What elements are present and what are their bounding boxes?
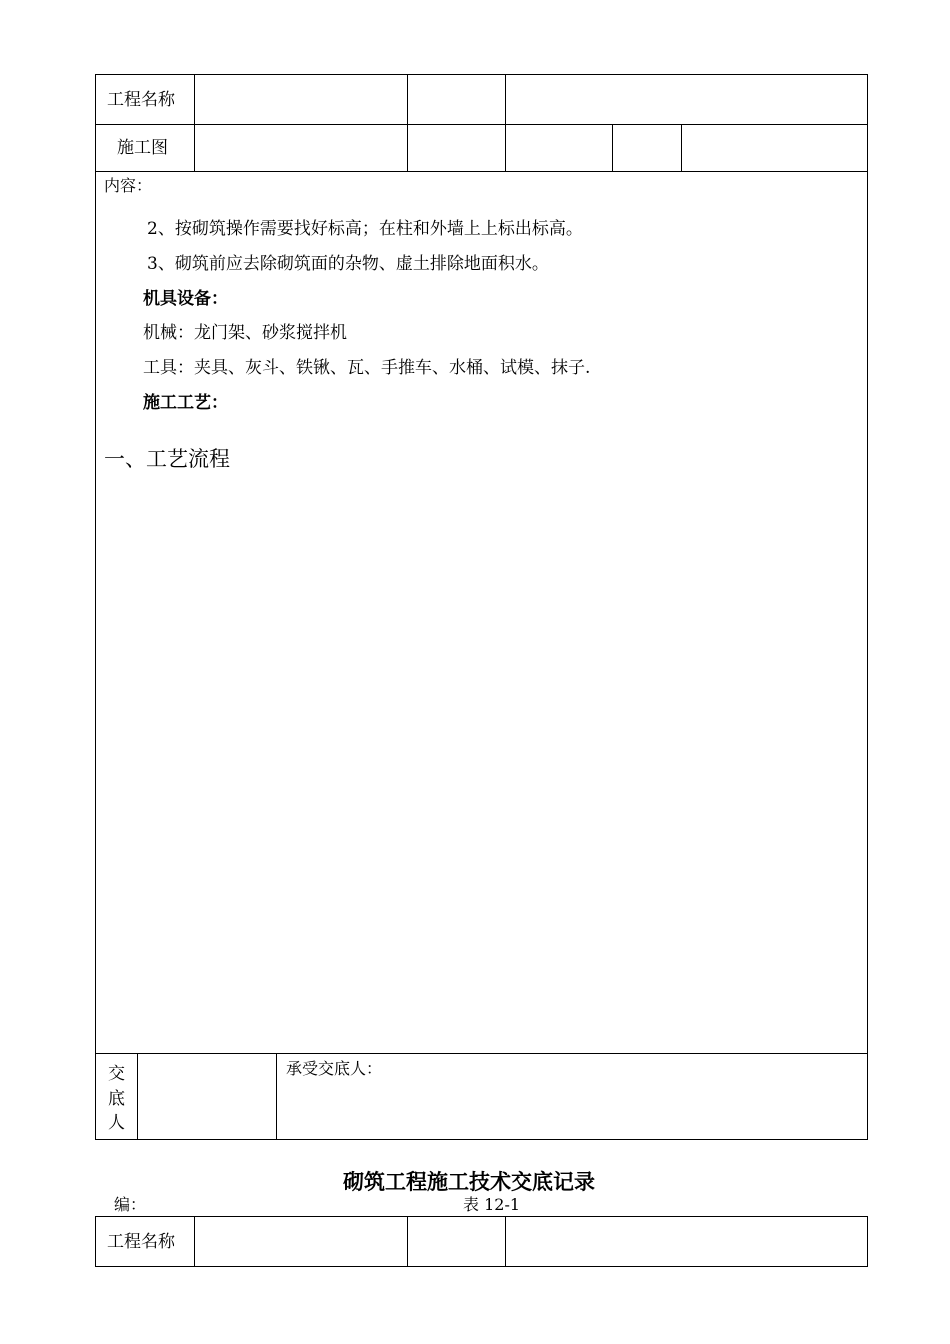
- col-divider: [137, 1053, 138, 1140]
- col-divider: [505, 74, 506, 172]
- table-border-right: [867, 74, 868, 1140]
- table-border-top: [95, 1216, 868, 1217]
- drawing-label: 施工图: [117, 138, 168, 158]
- col-divider: [612, 124, 613, 172]
- col-divider: [407, 1216, 408, 1267]
- tools-line: 工具：夹具、灰斗、铁锹、瓦、手推车、水桶、试模、抹子.: [143, 358, 591, 378]
- section-one-heading: 一、工艺流程: [104, 447, 230, 471]
- machinery-line: 机械：龙门架、砂浆搅拌机: [143, 323, 347, 343]
- content-line-3: 3、砌筑前应去除砌筑面的杂物、虚土排除地面积水。: [147, 254, 549, 274]
- handover-char-2: 底: [108, 1089, 125, 1109]
- col-divider: [276, 1053, 277, 1140]
- handover-char-1: 交: [108, 1064, 125, 1084]
- editor-label: 编：: [114, 1195, 147, 1214]
- col-divider: [194, 74, 195, 172]
- row-divider: [95, 171, 868, 172]
- receiver-label: 承受交底人：: [286, 1059, 383, 1078]
- table-border-top: [95, 74, 868, 75]
- row-divider: [95, 1266, 868, 1267]
- table-border-left: [95, 1216, 96, 1267]
- equipment-heading: 机具设备：: [143, 289, 228, 309]
- table-number: 表 12-1: [463, 1195, 521, 1214]
- col-divider: [505, 1216, 506, 1267]
- page-title: 砌筑工程施工技术交底记录: [343, 1169, 595, 1194]
- process-heading: 施工工艺：: [143, 393, 228, 413]
- table-border-left: [95, 74, 96, 1140]
- col-divider: [407, 74, 408, 172]
- project-name-label: 工程名称: [107, 90, 175, 110]
- table-border-bottom: [95, 1139, 868, 1140]
- col-divider: [194, 1216, 195, 1267]
- row-divider: [95, 1053, 868, 1054]
- project-name-label-2: 工程名称: [107, 1232, 175, 1252]
- col-divider: [681, 124, 682, 172]
- table-border-right: [867, 1216, 868, 1267]
- content-label: 内容：: [104, 176, 153, 195]
- row-divider: [95, 124, 868, 125]
- content-line-2: 2、按砌筑操作需要找好标高；在柱和外墙上上标出标高。: [147, 219, 583, 239]
- handover-char-3: 人: [108, 1113, 125, 1133]
